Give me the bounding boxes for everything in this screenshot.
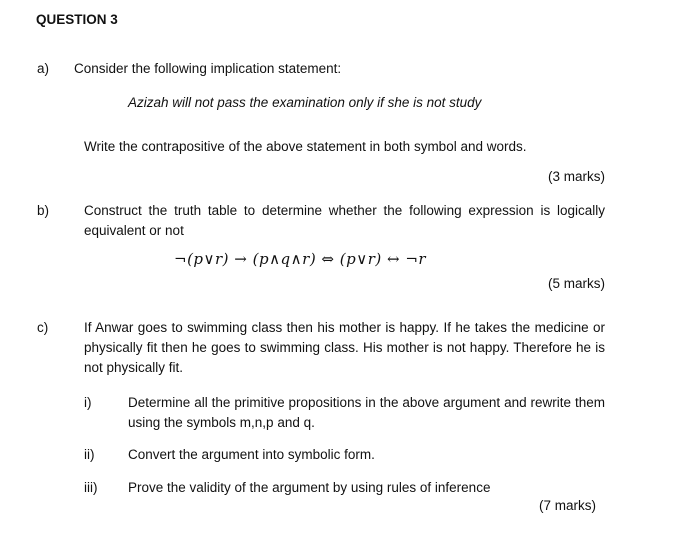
part-a-instruction: Write the contrapositive of the above statement in both symbol and words.	[84, 139, 527, 154]
part-c-item-text: Convert the argument into symbolic form.	[128, 447, 375, 462]
part-b-expression: ¬(p∨r) → (p∧q∧r) ⇔ (p∨r) ↔ ¬r	[174, 250, 427, 268]
part-b-marks: (5 marks)	[548, 276, 605, 291]
part-c-label: c)	[37, 320, 49, 335]
part-c-argument: If Anwar goes to swimming class then his mother is happy. If he takes the medicine or physically fit then he goes to swimming class. His mother is not happy. Therefore he is not physically fit.	[84, 320, 605, 375]
part-c-item-label: ii)	[84, 447, 95, 462]
part-b-label: b)	[37, 203, 50, 218]
part-c-item-text: Prove the validity of the argument by using rules of inference	[128, 480, 491, 495]
part-c-item-label: i)	[84, 395, 92, 410]
part-c-item-text: Determine all the primitive propositions in the above argument and rewrite them using the symbols m,n,p and q.	[128, 395, 605, 430]
part-c-item-label: iii)	[84, 480, 98, 495]
part-a-marks: (3 marks)	[548, 169, 605, 184]
part-a-label: a)	[37, 61, 50, 76]
part-a-intro: Consider the following implication statement:	[74, 61, 342, 76]
part-b-instruction: Construct the truth table to determine whether the following expression is logically equivalent or not	[84, 203, 605, 238]
question-title: QUESTION 3	[36, 12, 118, 27]
part-a-statement: Azizah will not pass the examination only if she is not study	[128, 95, 482, 110]
part-c-marks: (7 marks)	[539, 498, 596, 513]
